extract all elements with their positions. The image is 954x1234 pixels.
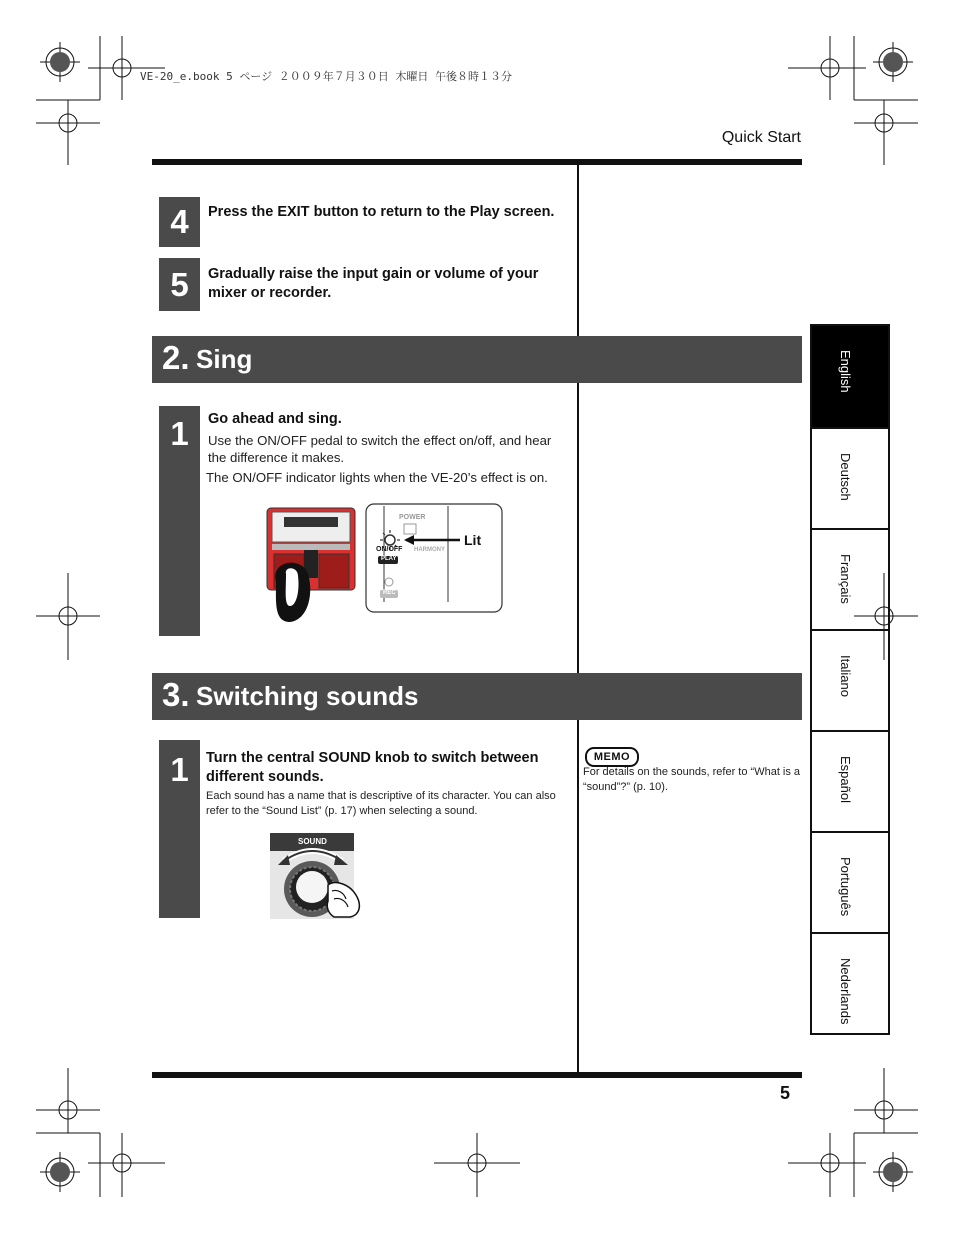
step-number-1-sing: 1: [159, 406, 200, 636]
language-tab-label: Español: [838, 756, 853, 803]
section-label: Quick Start: [721, 129, 801, 146]
play-label: PLAY: [381, 556, 397, 562]
language-tab-espanol[interactable]: [810, 732, 890, 833]
language-tab-label: Français: [838, 554, 853, 604]
section-number: 2.: [162, 339, 190, 376]
step-4-text: Press the EXIT button to return to the Play screen.: [208, 204, 555, 220]
language-tab-label: Português: [838, 857, 853, 917]
page-number: 5: [780, 1083, 791, 1103]
top-rule: [152, 159, 802, 165]
section-title: Sing: [196, 344, 253, 374]
language-tabs: [810, 324, 890, 1035]
lit-label: Lit: [464, 532, 482, 548]
print-header: VE-20_e.book 5 ページ ２００９年７月３０日 木曜日 午後８時１３分: [140, 70, 512, 83]
section-heading-sing: [152, 336, 802, 383]
pedal-illustration: [264, 502, 504, 626]
language-tab-deutsch[interactable]: [810, 429, 890, 530]
step-number-4: 4: [159, 197, 200, 247]
language-tab-english[interactable]: [810, 324, 890, 429]
harmony-label: HARMONY: [414, 547, 445, 553]
rec-label: REC: [383, 590, 396, 596]
language-tab-label: Deutsch: [838, 453, 853, 501]
sound-knob-label: SOUND: [298, 837, 327, 846]
memo-badge: MEMO: [585, 747, 639, 767]
language-tab-nederlands[interactable]: [810, 934, 890, 1035]
switching-step-title: Turn the central SOUND knob to switch between different sounds.: [206, 750, 539, 785]
bottom-rule: [152, 1072, 802, 1078]
language-tab-italiano[interactable]: [810, 631, 890, 732]
onoff-label: ON/OFF: [376, 546, 403, 553]
sing-step-body: Use the ON/OFF pedal to switch the effect on/off, and hear the difference it makes.: [208, 433, 552, 465]
pedal-figure: [264, 502, 504, 626]
step-number-1-switching: 1: [159, 740, 200, 918]
sing-step-title: Go ahead and sing.: [208, 411, 342, 427]
memo-text: For details on the sounds, refer to “What is a “sound”?” (p. 10).: [583, 766, 801, 793]
column-divider: [577, 720, 579, 1072]
language-tab-portugues[interactable]: [810, 833, 890, 934]
language-tab-francais[interactable]: [810, 530, 890, 631]
column-divider: [577, 383, 579, 674]
column-divider: [577, 165, 579, 337]
language-tab-label: English: [838, 350, 853, 393]
section-number: 3.: [162, 676, 190, 713]
step-5-text: Gradually raise the input gain or volume of your mixer or recorder.: [208, 266, 539, 301]
step-number-5: 5: [159, 258, 200, 311]
power-label: POWER: [399, 514, 426, 521]
section-title: Switching sounds: [196, 681, 419, 711]
sing-step-note: The ON/OFF indicator lights when the VE-20’s effect is on.: [206, 470, 548, 485]
sound-knob-figure: [270, 833, 366, 919]
section-heading-switching-sounds: [152, 673, 802, 720]
language-tab-label: Nederlands: [838, 958, 853, 1025]
language-tab-label: Italiano: [838, 655, 853, 697]
switching-step-body: Each sound has a name that is descriptive of its character. You can also refer to the “Sound List” (p. 17) when selecting a sound.: [206, 790, 556, 817]
